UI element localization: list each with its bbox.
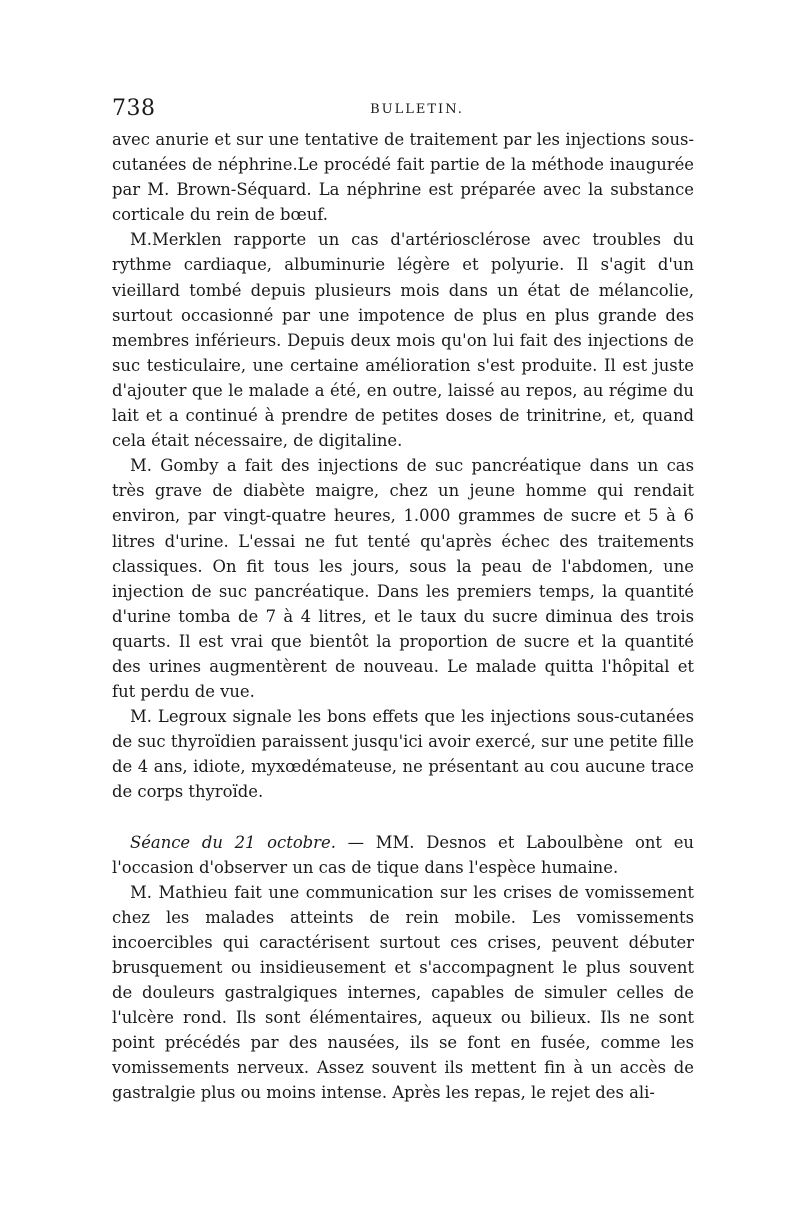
paragraph-mathieu: M. Mathieu fait une communication sur les crises de vomissement chez les malades atteints de rein mobile. Les vomissements incoercibles qui caractérisent surtout ces crises, peuvent débuter brusquement ou insidieusement et s'accompagnent le plus souvent de douleurs gastralgiques internes, capables de simuler celles de l'ulcère rond. Ils sont élémentaires, aqueux ou bilieux. Ils ne sont point précédés par des nausées, ils se font en fusée, comme les vomissements nerveux. Assez souvent ils mettent fin à un accès de gastralgie plus ou moins intense. Après les repas, le rejet des ali- <box>112 882 694 1103</box>
paragraph-session <box>112 830 694 880</box>
session-date: Séance du 21 octobre. <box>130 832 336 852</box>
paragraph-legroux: M. Legroux signale les bons effets que les injections sous-cutanées de suc thyroïdien paraissent jusqu'ici avoir exercé, sur une petite fille de 4 ans, idiote, myxœdémateuse, ne présentant au cou aucune trace de corps thyroïde. <box>112 707 694 802</box>
running-head <box>112 96 694 124</box>
paragraph-gomby: M. Gomby a fait des injections de suc pancréatique dans un cas très grave de diabète maigre, chez un jeune homme qui rendait environ, par vingt-quatre heures, 1.000 grammes de sucre et 5 à 6 litres d'urine. L'essai ne fut tenté qu'après échec des traitements classiques. On fit tous les jours, sous la peau de l'abdomen, une injection de suc pancréatique. Dans les premiers temps, la quantité d'urine tomba de 7 à 4 litres, et le taux du sucre diminua des trois quarts. Il est vrai que bientôt la proportion de sucre et la quantité des urines augmentèrent de nouveau. Le malade quitta l'hôpital et fut perdu de vue. <box>112 456 694 702</box>
paragraph-nephrine: avec anurie et sur une tentative de traitement par les injections sous-cutanées de néphrine.Le procédé fait partie de la méthode inaugurée par M. Brown-Séquard. La néphrine est préparée avec la substance corticale du rein de bœuf. <box>112 130 694 225</box>
paragraph-merklen: M.Merklen rapporte un cas d'artériosclérose avec troubles du rythme cardiaque, albuminurie légère et polyurie. Il s'agit d'un vieillard tombé depuis plusieurs mois dans un état de mélancolie, surtout occasionné par une impotence de plus en plus grande des membres inférieurs. Depuis deux mois qu'on lui fait des injections de suc testiculaire, une certaine amélioration s'est produite. Il est juste d'ajouter que le malade a été, en outre, laissé au repos, au régime du lait et a continué à prendre de petites doses de trinitrine, et, quand cela était nécessaire, de digitaline. <box>112 230 694 451</box>
body-text <box>112 127 694 1106</box>
journal-title: BULLETIN. <box>370 102 464 117</box>
page-number: 738 <box>112 96 156 121</box>
session-text: — MM. Desnos et Laboulbène ont eu l'occasion d'observer un cas de tique dans l'espèce humaine. <box>112 832 694 877</box>
